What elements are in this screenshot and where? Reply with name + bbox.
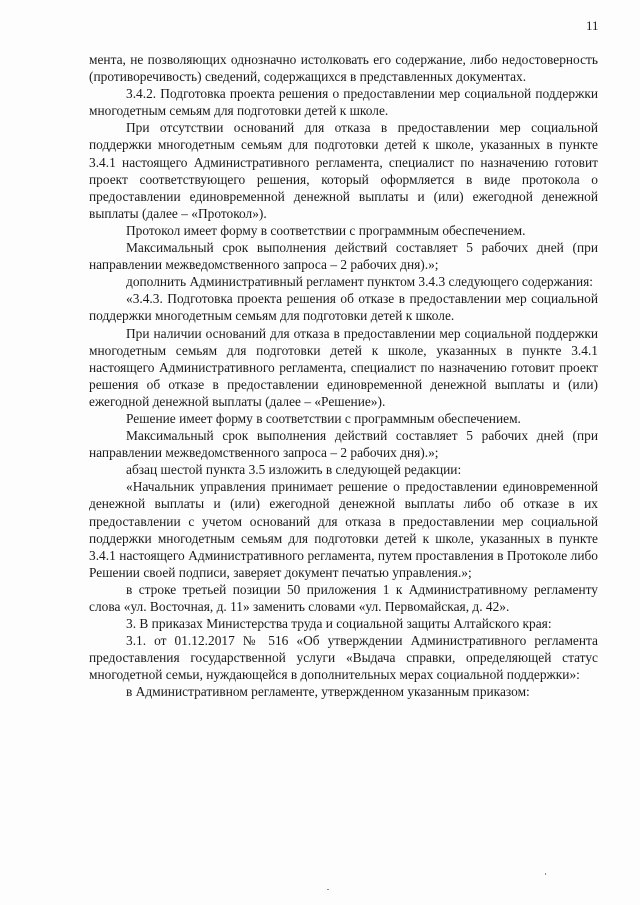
paragraph-section-3: 3. В приказах Министерства труда и социальной защиты Алтайского края: (126, 616, 552, 632)
paragraph-continuation: мента, не позволяющих однозначно истолковать его содержание, либо недостоверность (противоречивость) сведений, содержащихся в представленных документах. (89, 52, 598, 85)
document-body (89, 51, 598, 701)
paragraph-3-1-order: 3.1. от 01.12.2017 № 516 «Об утверждении Административного регламента предоставления государственной услуги «Выдача справки, определяющей статус многодетной семьи, нуждающейся в дополнительных мерах социальной поддержки»: (89, 633, 598, 683)
paragraph-decision-form: Решение имеет форму в соответствии с программным обеспечением. (126, 410, 521, 426)
paragraph-supplement-3-4-3: дополнить Административный регламент пунктом 3.4.3 следующего содержания: (126, 274, 593, 290)
paragraph-max-term-2: Максимальный срок выполнения действий составляет 5 рабочих дней (при направлении межведомственного запроса – 2 рабочих дня).»; (89, 428, 598, 461)
paragraph-3-5-amendment: абзац шестой пункта 3.5 изложить в следующей редакции: (126, 462, 462, 478)
paragraph-max-term-1: Максимальный срок выполнения действий составляет 5 рабочих дней (при направлении межведомственного запроса – 2 рабочих дня).»; (89, 240, 598, 273)
paragraph-protocol-form: Протокол имеет форму в соответствии с программным обеспечением. (126, 222, 526, 238)
paragraph-3-4-2-heading: 3.4.2. Подготовка проекта решения о предоставлении мер социальной поддержки многодетным семьям для подготовки детей к школе. (89, 86, 598, 119)
scan-speck (327, 889, 329, 890)
paragraph-address-change: в строке третьей позиции 50 приложения 1 к Административному регламенту слова «ул. Восточная, д. 11» заменить словами «ул. Первомайская, д. 42». (89, 581, 598, 614)
page-number: 11 (586, 18, 599, 33)
paragraph-3-4-3-heading: «3.4.3. Подготовка проекта решения об отказе в предоставлении мер социальной поддержки многодетным семьям для подготовки детей к школе. (89, 291, 598, 324)
paragraph-regulation-intro: в Административном регламенте, утвержденном указанным приказом: (126, 684, 530, 700)
paragraph-head-decision: «Начальник управления принимает решение о предоставлении единовременной денежной выплаты и (или) ежегодной денежной выплаты либо об отказе в их предоставлении с учетом оснований для отказа в предоставлении мер социальной поддержки многодетным семьям для подготовки детей к школе, указанных в пункте 3.4.1 настоящего Административного регламента, путем проставления в Протоколе либо Решении своей подписи, заверяет документ печатью управления.»; (89, 479, 598, 580)
paragraph-protocol-preparation: При отсутствии оснований для отказа в предоставлении мер социальной поддержки многодетным семьям для подготовки детей к школе, указанных в пункте 3.4.1 настоящего Административного регламента, специалист по назначению готовит проект соответствующего решения, который оформляется в виде протокола о предоставлении единовременной денежной выплаты и (или) ежегодной денежной выплаты (далее – «Протокол»). (89, 120, 598, 221)
scan-speck (545, 873, 546, 875)
paragraph-refusal-preparation: При наличии оснований для отказа в предоставлении мер социальной поддержки многодетным семьям для подготовки детей к школе, указанных в пункте 3.4.1 настоящего Административного регламента, специалист по назначению готовит проект решения об отказе в предоставлении единовременной денежной выплаты и (или) ежегодной денежной выплаты (далее – «Решение»). (89, 325, 598, 409)
